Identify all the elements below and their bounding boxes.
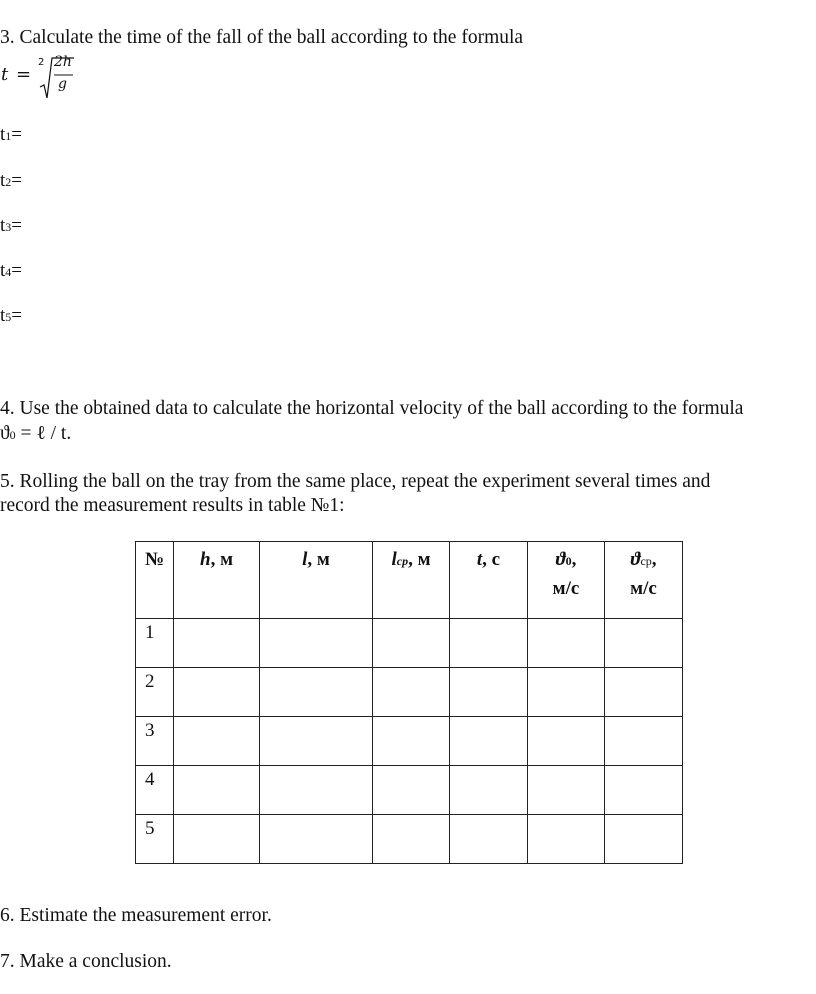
- formula-equals: =: [16, 64, 32, 85]
- cell[interactable]: [260, 668, 373, 717]
- cell[interactable]: [528, 717, 605, 766]
- row-number: 1: [136, 619, 174, 668]
- cell[interactable]: [174, 766, 260, 815]
- table-row: [136, 766, 683, 815]
- row-number: 4: [136, 766, 174, 815]
- formula-numerator: 2h: [54, 54, 72, 70]
- formula-lhs: t: [1, 64, 9, 85]
- result-t3: t3=: [0, 215, 22, 236]
- cell[interactable]: [450, 815, 528, 864]
- step4-line1: 4. Use the obtained data to calculate the horizontal velocity of the ball according to the formula: [0, 398, 744, 419]
- step6-text: 6. Estimate the measurement error.: [0, 905, 272, 926]
- cell[interactable]: [373, 717, 450, 766]
- cell[interactable]: [528, 766, 605, 815]
- header-distance: l, м: [260, 542, 373, 619]
- result-t4: t4=: [0, 260, 22, 281]
- fall-time-formula: [0, 54, 90, 104]
- cell[interactable]: [605, 619, 683, 668]
- cell[interactable]: [373, 766, 450, 815]
- cell[interactable]: [605, 766, 683, 815]
- table-row: [136, 668, 683, 717]
- row-number: 5: [136, 815, 174, 864]
- cell[interactable]: [450, 668, 528, 717]
- cell[interactable]: [260, 815, 373, 864]
- header-velocity: ϑ0, м/с: [528, 542, 605, 619]
- radical-sign: [0, 54, 90, 104]
- cell[interactable]: [450, 766, 528, 815]
- step5-line1: 5. Rolling the ball on the tray from the same place, repeat the experiment several times and: [0, 471, 711, 492]
- cell[interactable]: [450, 619, 528, 668]
- cell[interactable]: [373, 815, 450, 864]
- header-mean-distance: lср, м: [373, 542, 450, 619]
- result-t2: t2=: [0, 170, 22, 191]
- cell[interactable]: [450, 717, 528, 766]
- cell[interactable]: [605, 717, 683, 766]
- step5-line2: record the measurement results in table №1:: [0, 495, 345, 516]
- cell[interactable]: [528, 619, 605, 668]
- header-time: t, с: [450, 542, 528, 619]
- cell[interactable]: [260, 766, 373, 815]
- table-header-row: [136, 542, 683, 619]
- cell[interactable]: [174, 717, 260, 766]
- table-row: [136, 717, 683, 766]
- header-height: h, м: [174, 542, 260, 619]
- cell[interactable]: [174, 619, 260, 668]
- step3-text: 3. Calculate the time of the fall of the ball according to the formula: [0, 27, 524, 48]
- cell[interactable]: [528, 815, 605, 864]
- row-number: 3: [136, 717, 174, 766]
- cell[interactable]: [174, 815, 260, 864]
- step7-text: 7. Make a conclusion.: [0, 951, 172, 972]
- step4-line2: ϑ0 = ℓ / t.: [0, 423, 72, 444]
- cell[interactable]: [373, 668, 450, 717]
- cell[interactable]: [605, 815, 683, 864]
- cell[interactable]: [260, 619, 373, 668]
- table-row: [136, 619, 683, 668]
- header-number: №: [136, 542, 174, 619]
- result-t5: t5=: [0, 305, 22, 326]
- cell[interactable]: [260, 717, 373, 766]
- cell[interactable]: [605, 668, 683, 717]
- cell[interactable]: [528, 668, 605, 717]
- result-t1: t1=: [0, 124, 22, 145]
- row-number: 2: [136, 668, 174, 717]
- table-row: [136, 815, 683, 864]
- cell[interactable]: [174, 668, 260, 717]
- formula-root-index: 2: [38, 57, 45, 68]
- formula-denominator: g: [58, 76, 67, 92]
- measurement-table: [135, 541, 683, 864]
- cell[interactable]: [373, 619, 450, 668]
- header-mean-velocity: ϑср, м/с: [605, 542, 683, 619]
